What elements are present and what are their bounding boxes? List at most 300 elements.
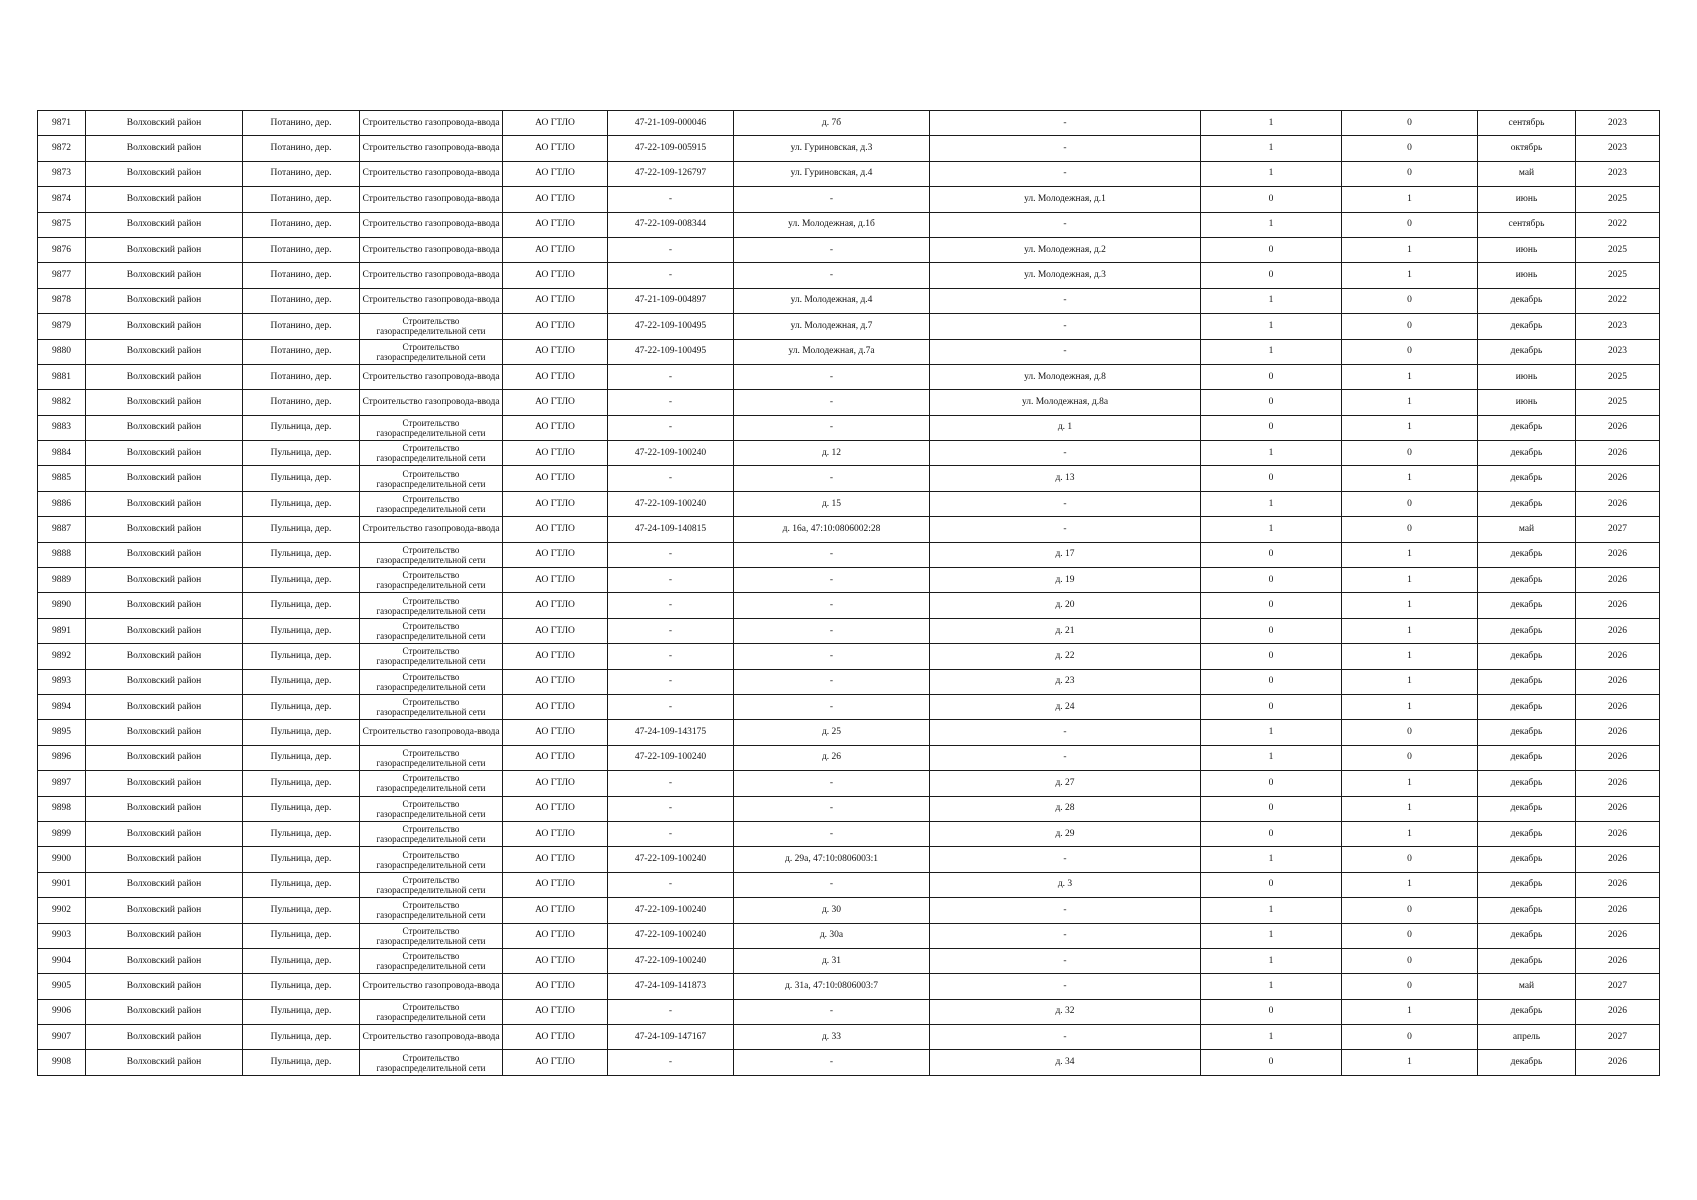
month-cell: июнь bbox=[1478, 263, 1576, 288]
organization-cell: АО ГТЛО bbox=[503, 517, 608, 542]
year-cell: 2022 bbox=[1576, 288, 1660, 313]
settlement-cell: Потанино, дер. bbox=[243, 111, 360, 136]
row-number-cell: 9880 bbox=[38, 339, 86, 364]
work-type-cell: Строительство газораспределительной сети bbox=[360, 948, 503, 973]
month-cell: декабрь bbox=[1478, 644, 1576, 669]
month-cell: декабрь bbox=[1478, 669, 1576, 694]
row-number-cell: 9897 bbox=[38, 771, 86, 796]
row-number-cell: 9898 bbox=[38, 796, 86, 821]
count-a-cell: 0 bbox=[1201, 872, 1342, 897]
settlement-cell: Пульница, дер. bbox=[243, 517, 360, 542]
organization-cell: АО ГТЛО bbox=[503, 821, 608, 846]
application-number-cell: 47-22-109-100240 bbox=[608, 923, 734, 948]
count-a-cell: 0 bbox=[1201, 364, 1342, 389]
work-type-cell: Строительство газопровода-ввода bbox=[360, 161, 503, 186]
table-row bbox=[38, 872, 1660, 897]
settlement-cell: Потанино, дер. bbox=[243, 390, 360, 415]
application-number-cell: 47-22-109-100495 bbox=[608, 339, 734, 364]
year-cell: 2025 bbox=[1576, 187, 1660, 212]
settlement-cell: Потанино, дер. bbox=[243, 187, 360, 212]
work-type-cell: Строительство газораспределительной сети bbox=[360, 466, 503, 491]
month-cell: декабрь bbox=[1478, 339, 1576, 364]
year-cell: 2025 bbox=[1576, 237, 1660, 262]
row-number-cell: 9899 bbox=[38, 821, 86, 846]
district-cell: Волховский район bbox=[86, 390, 243, 415]
count-b-cell: 1 bbox=[1342, 618, 1478, 643]
year-cell: 2026 bbox=[1576, 847, 1660, 872]
planned-address-cell: - bbox=[930, 948, 1201, 973]
year-cell: 2026 bbox=[1576, 644, 1660, 669]
row-number-cell: 9891 bbox=[38, 618, 86, 643]
table-row bbox=[38, 517, 1660, 542]
district-cell: Волховский район bbox=[86, 441, 243, 466]
table-row bbox=[38, 263, 1660, 288]
table-row bbox=[38, 644, 1660, 669]
planned-address-cell: - bbox=[930, 974, 1201, 999]
application-number-cell: - bbox=[608, 568, 734, 593]
row-number-cell: 9908 bbox=[38, 1050, 86, 1075]
organization-cell: АО ГТЛО bbox=[503, 314, 608, 339]
count-b-cell: 0 bbox=[1342, 923, 1478, 948]
organization-cell: АО ГТЛО bbox=[503, 491, 608, 516]
planned-address-cell: д. 27 bbox=[930, 771, 1201, 796]
count-a-cell: 1 bbox=[1201, 974, 1342, 999]
row-number-cell: 9901 bbox=[38, 872, 86, 897]
organization-cell: АО ГТЛО bbox=[503, 263, 608, 288]
count-b-cell: 1 bbox=[1342, 466, 1478, 491]
count-b-cell: 1 bbox=[1342, 872, 1478, 897]
count-a-cell: 0 bbox=[1201, 390, 1342, 415]
month-cell: декабрь bbox=[1478, 466, 1576, 491]
table-row bbox=[38, 136, 1660, 161]
row-number-cell: 9890 bbox=[38, 593, 86, 618]
row-number-cell: 9882 bbox=[38, 390, 86, 415]
settlement-cell: Пульница, дер. bbox=[243, 847, 360, 872]
planned-address-cell: - bbox=[930, 898, 1201, 923]
address-cell: - bbox=[734, 415, 930, 440]
count-a-cell: 0 bbox=[1201, 644, 1342, 669]
planned-address-cell: д. 3 bbox=[930, 872, 1201, 897]
month-cell: декабрь bbox=[1478, 847, 1576, 872]
month-cell: декабрь bbox=[1478, 796, 1576, 821]
year-cell: 2026 bbox=[1576, 872, 1660, 897]
address-cell: - bbox=[734, 263, 930, 288]
year-cell: 2026 bbox=[1576, 491, 1660, 516]
organization-cell: АО ГТЛО bbox=[503, 415, 608, 440]
organization-cell: АО ГТЛО bbox=[503, 1025, 608, 1050]
row-number-cell: 9903 bbox=[38, 923, 86, 948]
count-b-cell: 1 bbox=[1342, 263, 1478, 288]
planned-address-cell: ул. Молодежная, д.1 bbox=[930, 187, 1201, 212]
table-row bbox=[38, 1050, 1660, 1075]
settlement-cell: Потанино, дер. bbox=[243, 364, 360, 389]
month-cell: декабрь bbox=[1478, 491, 1576, 516]
application-number-cell: - bbox=[608, 542, 734, 567]
row-number-cell: 9883 bbox=[38, 415, 86, 440]
settlement-cell: Пульница, дер. bbox=[243, 796, 360, 821]
year-cell: 2026 bbox=[1576, 821, 1660, 846]
planned-address-cell: ул. Молодежная, д.8а bbox=[930, 390, 1201, 415]
planned-address-cell: д. 20 bbox=[930, 593, 1201, 618]
count-b-cell: 0 bbox=[1342, 491, 1478, 516]
count-b-cell: 0 bbox=[1342, 720, 1478, 745]
count-a-cell: 1 bbox=[1201, 898, 1342, 923]
count-a-cell: 0 bbox=[1201, 263, 1342, 288]
district-cell: Волховский район bbox=[86, 618, 243, 643]
count-b-cell: 1 bbox=[1342, 999, 1478, 1024]
settlement-cell: Пульница, дер. bbox=[243, 872, 360, 897]
count-a-cell: 0 bbox=[1201, 669, 1342, 694]
count-b-cell: 0 bbox=[1342, 1025, 1478, 1050]
district-cell: Волховский район bbox=[86, 212, 243, 237]
row-number-cell: 9892 bbox=[38, 644, 86, 669]
count-a-cell: 1 bbox=[1201, 1025, 1342, 1050]
planned-address-cell: ул. Молодежная, д.8 bbox=[930, 364, 1201, 389]
year-cell: 2026 bbox=[1576, 669, 1660, 694]
table-row bbox=[38, 847, 1660, 872]
application-number-cell: 47-21-109-004897 bbox=[608, 288, 734, 313]
district-cell: Волховский район bbox=[86, 568, 243, 593]
count-b-cell: 0 bbox=[1342, 847, 1478, 872]
count-b-cell: 0 bbox=[1342, 136, 1478, 161]
table-row bbox=[38, 923, 1660, 948]
work-type-cell: Строительство газопровода-ввода bbox=[360, 390, 503, 415]
month-cell: декабрь bbox=[1478, 898, 1576, 923]
row-number-cell: 9902 bbox=[38, 898, 86, 923]
row-number-cell: 9875 bbox=[38, 212, 86, 237]
count-a-cell: 0 bbox=[1201, 187, 1342, 212]
district-cell: Волховский район bbox=[86, 1050, 243, 1075]
year-cell: 2027 bbox=[1576, 974, 1660, 999]
address-cell: - bbox=[734, 771, 930, 796]
month-cell: декабрь bbox=[1478, 542, 1576, 567]
month-cell: декабрь bbox=[1478, 288, 1576, 313]
application-number-cell: 47-22-109-100240 bbox=[608, 745, 734, 770]
count-a-cell: 0 bbox=[1201, 618, 1342, 643]
year-cell: 2026 bbox=[1576, 618, 1660, 643]
settlement-cell: Пульница, дер. bbox=[243, 542, 360, 567]
table-row bbox=[38, 466, 1660, 491]
count-b-cell: 1 bbox=[1342, 669, 1478, 694]
work-type-cell: Строительство газопровода-ввода bbox=[360, 136, 503, 161]
application-number-cell: 47-22-109-100240 bbox=[608, 491, 734, 516]
year-cell: 2023 bbox=[1576, 161, 1660, 186]
application-number-cell: - bbox=[608, 618, 734, 643]
work-type-cell: Строительство газораспределительной сети bbox=[360, 898, 503, 923]
month-cell: май bbox=[1478, 974, 1576, 999]
district-cell: Волховский район bbox=[86, 161, 243, 186]
table-row bbox=[38, 948, 1660, 973]
table-row bbox=[38, 237, 1660, 262]
count-b-cell: 0 bbox=[1342, 517, 1478, 542]
count-b-cell: 1 bbox=[1342, 187, 1478, 212]
address-cell: - bbox=[734, 390, 930, 415]
work-type-cell: Строительство газопровода-ввода bbox=[360, 212, 503, 237]
district-cell: Волховский район bbox=[86, 364, 243, 389]
work-type-cell: Строительство газораспределительной сети bbox=[360, 872, 503, 897]
application-number-cell: 47-22-109-100240 bbox=[608, 948, 734, 973]
count-b-cell: 1 bbox=[1342, 821, 1478, 846]
year-cell: 2023 bbox=[1576, 111, 1660, 136]
count-b-cell: 0 bbox=[1342, 161, 1478, 186]
planned-address-cell: - bbox=[930, 339, 1201, 364]
work-type-cell: Строительство газораспределительной сети bbox=[360, 491, 503, 516]
application-number-cell: 47-21-109-000046 bbox=[608, 111, 734, 136]
row-number-cell: 9886 bbox=[38, 491, 86, 516]
month-cell: декабрь bbox=[1478, 568, 1576, 593]
organization-cell: АО ГТЛО bbox=[503, 948, 608, 973]
application-number-cell: 47-24-109-141873 bbox=[608, 974, 734, 999]
year-cell: 2026 bbox=[1576, 796, 1660, 821]
planned-address-cell: д. 34 bbox=[930, 1050, 1201, 1075]
address-cell: - bbox=[734, 669, 930, 694]
address-cell: - bbox=[734, 466, 930, 491]
year-cell: 2026 bbox=[1576, 720, 1660, 745]
planned-address-cell: - bbox=[930, 720, 1201, 745]
count-b-cell: 1 bbox=[1342, 1050, 1478, 1075]
planned-address-cell: д. 1 bbox=[930, 415, 1201, 440]
count-b-cell: 1 bbox=[1342, 364, 1478, 389]
count-a-cell: 1 bbox=[1201, 720, 1342, 745]
count-a-cell: 1 bbox=[1201, 441, 1342, 466]
organization-cell: АО ГТЛО bbox=[503, 212, 608, 237]
district-cell: Волховский район bbox=[86, 111, 243, 136]
organization-cell: АО ГТЛО bbox=[503, 974, 608, 999]
count-a-cell: 0 bbox=[1201, 771, 1342, 796]
count-a-cell: 1 bbox=[1201, 161, 1342, 186]
count-a-cell: 0 bbox=[1201, 237, 1342, 262]
planned-address-cell: д. 23 bbox=[930, 669, 1201, 694]
count-b-cell: 0 bbox=[1342, 339, 1478, 364]
district-cell: Волховский район bbox=[86, 999, 243, 1024]
district-cell: Волховский район bbox=[86, 1025, 243, 1050]
year-cell: 2027 bbox=[1576, 1025, 1660, 1050]
address-cell: - bbox=[734, 999, 930, 1024]
row-number-cell: 9876 bbox=[38, 237, 86, 262]
organization-cell: АО ГТЛО bbox=[503, 745, 608, 770]
table-row bbox=[38, 669, 1660, 694]
month-cell: декабрь bbox=[1478, 923, 1576, 948]
address-cell: д. 26 bbox=[734, 745, 930, 770]
count-b-cell: 1 bbox=[1342, 542, 1478, 567]
month-cell: сентябрь bbox=[1478, 111, 1576, 136]
settlement-cell: Потанино, дер. bbox=[243, 339, 360, 364]
work-type-cell: Строительство газопровода-ввода bbox=[360, 364, 503, 389]
count-a-cell: 1 bbox=[1201, 212, 1342, 237]
count-b-cell: 0 bbox=[1342, 314, 1478, 339]
year-cell: 2027 bbox=[1576, 517, 1660, 542]
application-number-cell: 47-24-109-140815 bbox=[608, 517, 734, 542]
organization-cell: АО ГТЛО bbox=[503, 796, 608, 821]
table-row bbox=[38, 999, 1660, 1024]
settlement-cell: Потанино, дер. bbox=[243, 288, 360, 313]
address-cell: д. 30а bbox=[734, 923, 930, 948]
district-cell: Волховский район bbox=[86, 314, 243, 339]
address-cell: - bbox=[734, 1050, 930, 1075]
table-row bbox=[38, 821, 1660, 846]
settlement-cell: Пульница, дер. bbox=[243, 644, 360, 669]
organization-cell: АО ГТЛО bbox=[503, 593, 608, 618]
count-b-cell: 0 bbox=[1342, 898, 1478, 923]
work-type-cell: Строительство газораспределительной сети bbox=[360, 568, 503, 593]
work-type-cell: Строительство газораспределительной сети bbox=[360, 542, 503, 567]
month-cell: июнь bbox=[1478, 390, 1576, 415]
table-row bbox=[38, 288, 1660, 313]
organization-cell: АО ГТЛО bbox=[503, 1050, 608, 1075]
organization-cell: АО ГТЛО bbox=[503, 644, 608, 669]
year-cell: 2026 bbox=[1576, 923, 1660, 948]
year-cell: 2023 bbox=[1576, 339, 1660, 364]
row-number-cell: 9894 bbox=[38, 694, 86, 719]
table-row bbox=[38, 745, 1660, 770]
address-cell: ул. Молодежная, д.7 bbox=[734, 314, 930, 339]
planned-address-cell: - bbox=[930, 745, 1201, 770]
count-a-cell: 0 bbox=[1201, 593, 1342, 618]
planned-address-cell: д. 29 bbox=[930, 821, 1201, 846]
count-a-cell: 1 bbox=[1201, 339, 1342, 364]
organization-cell: АО ГТЛО bbox=[503, 288, 608, 313]
year-cell: 2025 bbox=[1576, 390, 1660, 415]
work-type-cell: Строительство газопровода-ввода bbox=[360, 111, 503, 136]
count-a-cell: 1 bbox=[1201, 136, 1342, 161]
work-type-cell: Строительство газопровода-ввода bbox=[360, 288, 503, 313]
organization-cell: АО ГТЛО bbox=[503, 898, 608, 923]
work-type-cell: Строительство газораспределительной сети bbox=[360, 314, 503, 339]
count-a-cell: 0 bbox=[1201, 1050, 1342, 1075]
count-b-cell: 1 bbox=[1342, 390, 1478, 415]
address-cell: д. 25 bbox=[734, 720, 930, 745]
district-cell: Волховский район bbox=[86, 847, 243, 872]
table-row bbox=[38, 898, 1660, 923]
count-a-cell: 0 bbox=[1201, 821, 1342, 846]
district-cell: Волховский район bbox=[86, 720, 243, 745]
organization-cell: АО ГТЛО bbox=[503, 111, 608, 136]
table-row bbox=[38, 441, 1660, 466]
organization-cell: АО ГТЛО bbox=[503, 187, 608, 212]
row-number-cell: 9881 bbox=[38, 364, 86, 389]
settlement-cell: Потанино, дер. bbox=[243, 314, 360, 339]
row-number-cell: 9905 bbox=[38, 974, 86, 999]
application-number-cell: 47-22-109-100240 bbox=[608, 898, 734, 923]
application-number-cell: 47-24-109-147167 bbox=[608, 1025, 734, 1050]
planned-address-cell: - bbox=[930, 136, 1201, 161]
district-cell: Волховский район bbox=[86, 923, 243, 948]
application-number-cell: 47-22-109-100240 bbox=[608, 441, 734, 466]
address-cell: ул. Молодежная, д.7а bbox=[734, 339, 930, 364]
district-cell: Волховский район bbox=[86, 669, 243, 694]
application-number-cell: - bbox=[608, 187, 734, 212]
planned-address-cell: д. 24 bbox=[930, 694, 1201, 719]
organization-cell: АО ГТЛО bbox=[503, 771, 608, 796]
month-cell: апрель bbox=[1478, 1025, 1576, 1050]
work-type-cell: Строительство газораспределительной сети bbox=[360, 415, 503, 440]
month-cell: октябрь bbox=[1478, 136, 1576, 161]
district-cell: Волховский район bbox=[86, 745, 243, 770]
row-number-cell: 9877 bbox=[38, 263, 86, 288]
address-cell: д. 31а, 47:10:0806003:7 bbox=[734, 974, 930, 999]
settlement-cell: Пульница, дер. bbox=[243, 923, 360, 948]
application-number-cell: - bbox=[608, 999, 734, 1024]
year-cell: 2026 bbox=[1576, 948, 1660, 973]
organization-cell: АО ГТЛО bbox=[503, 364, 608, 389]
address-cell: - bbox=[734, 568, 930, 593]
planned-address-cell: - bbox=[930, 161, 1201, 186]
district-cell: Волховский район bbox=[86, 263, 243, 288]
month-cell: декабрь bbox=[1478, 948, 1576, 973]
settlement-cell: Пульница, дер. bbox=[243, 618, 360, 643]
table-row bbox=[38, 364, 1660, 389]
count-a-cell: 0 bbox=[1201, 796, 1342, 821]
address-cell: - bbox=[734, 796, 930, 821]
organization-cell: АО ГТЛО bbox=[503, 872, 608, 897]
count-b-cell: 1 bbox=[1342, 771, 1478, 796]
organization-cell: АО ГТЛО bbox=[503, 669, 608, 694]
district-cell: Волховский район bbox=[86, 237, 243, 262]
address-cell: - bbox=[734, 644, 930, 669]
count-a-cell: 1 bbox=[1201, 948, 1342, 973]
settlement-cell: Пульница, дер. bbox=[243, 821, 360, 846]
work-type-cell: Строительство газораспределительной сети bbox=[360, 644, 503, 669]
year-cell: 2022 bbox=[1576, 212, 1660, 237]
table-row bbox=[38, 212, 1660, 237]
district-cell: Волховский район bbox=[86, 796, 243, 821]
planned-address-cell: д. 21 bbox=[930, 618, 1201, 643]
month-cell: июнь bbox=[1478, 364, 1576, 389]
row-number-cell: 9900 bbox=[38, 847, 86, 872]
planned-address-cell: - bbox=[930, 441, 1201, 466]
month-cell: декабрь bbox=[1478, 618, 1576, 643]
address-cell: - bbox=[734, 187, 930, 212]
work-type-cell: Строительство газопровода-ввода bbox=[360, 720, 503, 745]
table-row bbox=[38, 974, 1660, 999]
organization-cell: АО ГТЛО bbox=[503, 136, 608, 161]
district-cell: Волховский район bbox=[86, 771, 243, 796]
month-cell: декабрь bbox=[1478, 745, 1576, 770]
count-b-cell: 0 bbox=[1342, 212, 1478, 237]
address-cell: - bbox=[734, 872, 930, 897]
planned-address-cell: - bbox=[930, 517, 1201, 542]
district-cell: Волховский район bbox=[86, 898, 243, 923]
application-number-cell: - bbox=[608, 263, 734, 288]
district-cell: Волховский район bbox=[86, 974, 243, 999]
planned-address-cell: - bbox=[930, 847, 1201, 872]
year-cell: 2026 bbox=[1576, 898, 1660, 923]
row-number-cell: 9893 bbox=[38, 669, 86, 694]
address-cell: д. 12 bbox=[734, 441, 930, 466]
table-row bbox=[38, 542, 1660, 567]
row-number-cell: 9873 bbox=[38, 161, 86, 186]
work-type-cell: Строительство газораспределительной сети bbox=[360, 441, 503, 466]
year-cell: 2026 bbox=[1576, 466, 1660, 491]
planned-address-cell: д. 17 bbox=[930, 542, 1201, 567]
count-a-cell: 1 bbox=[1201, 517, 1342, 542]
address-cell: д. 33 bbox=[734, 1025, 930, 1050]
district-cell: Волховский район bbox=[86, 593, 243, 618]
year-cell: 2026 bbox=[1576, 1050, 1660, 1075]
address-cell: ул. Гуриновская, д.4 bbox=[734, 161, 930, 186]
planned-address-cell: д. 28 bbox=[930, 796, 1201, 821]
count-b-cell: 1 bbox=[1342, 415, 1478, 440]
gasification-schedule-table bbox=[37, 110, 1660, 1076]
count-a-cell: 0 bbox=[1201, 568, 1342, 593]
district-cell: Волховский район bbox=[86, 187, 243, 212]
settlement-cell: Пульница, дер. bbox=[243, 415, 360, 440]
settlement-cell: Пульница, дер. bbox=[243, 694, 360, 719]
row-number-cell: 9887 bbox=[38, 517, 86, 542]
count-a-cell: 1 bbox=[1201, 314, 1342, 339]
organization-cell: АО ГТЛО bbox=[503, 720, 608, 745]
settlement-cell: Потанино, дер. bbox=[243, 212, 360, 237]
